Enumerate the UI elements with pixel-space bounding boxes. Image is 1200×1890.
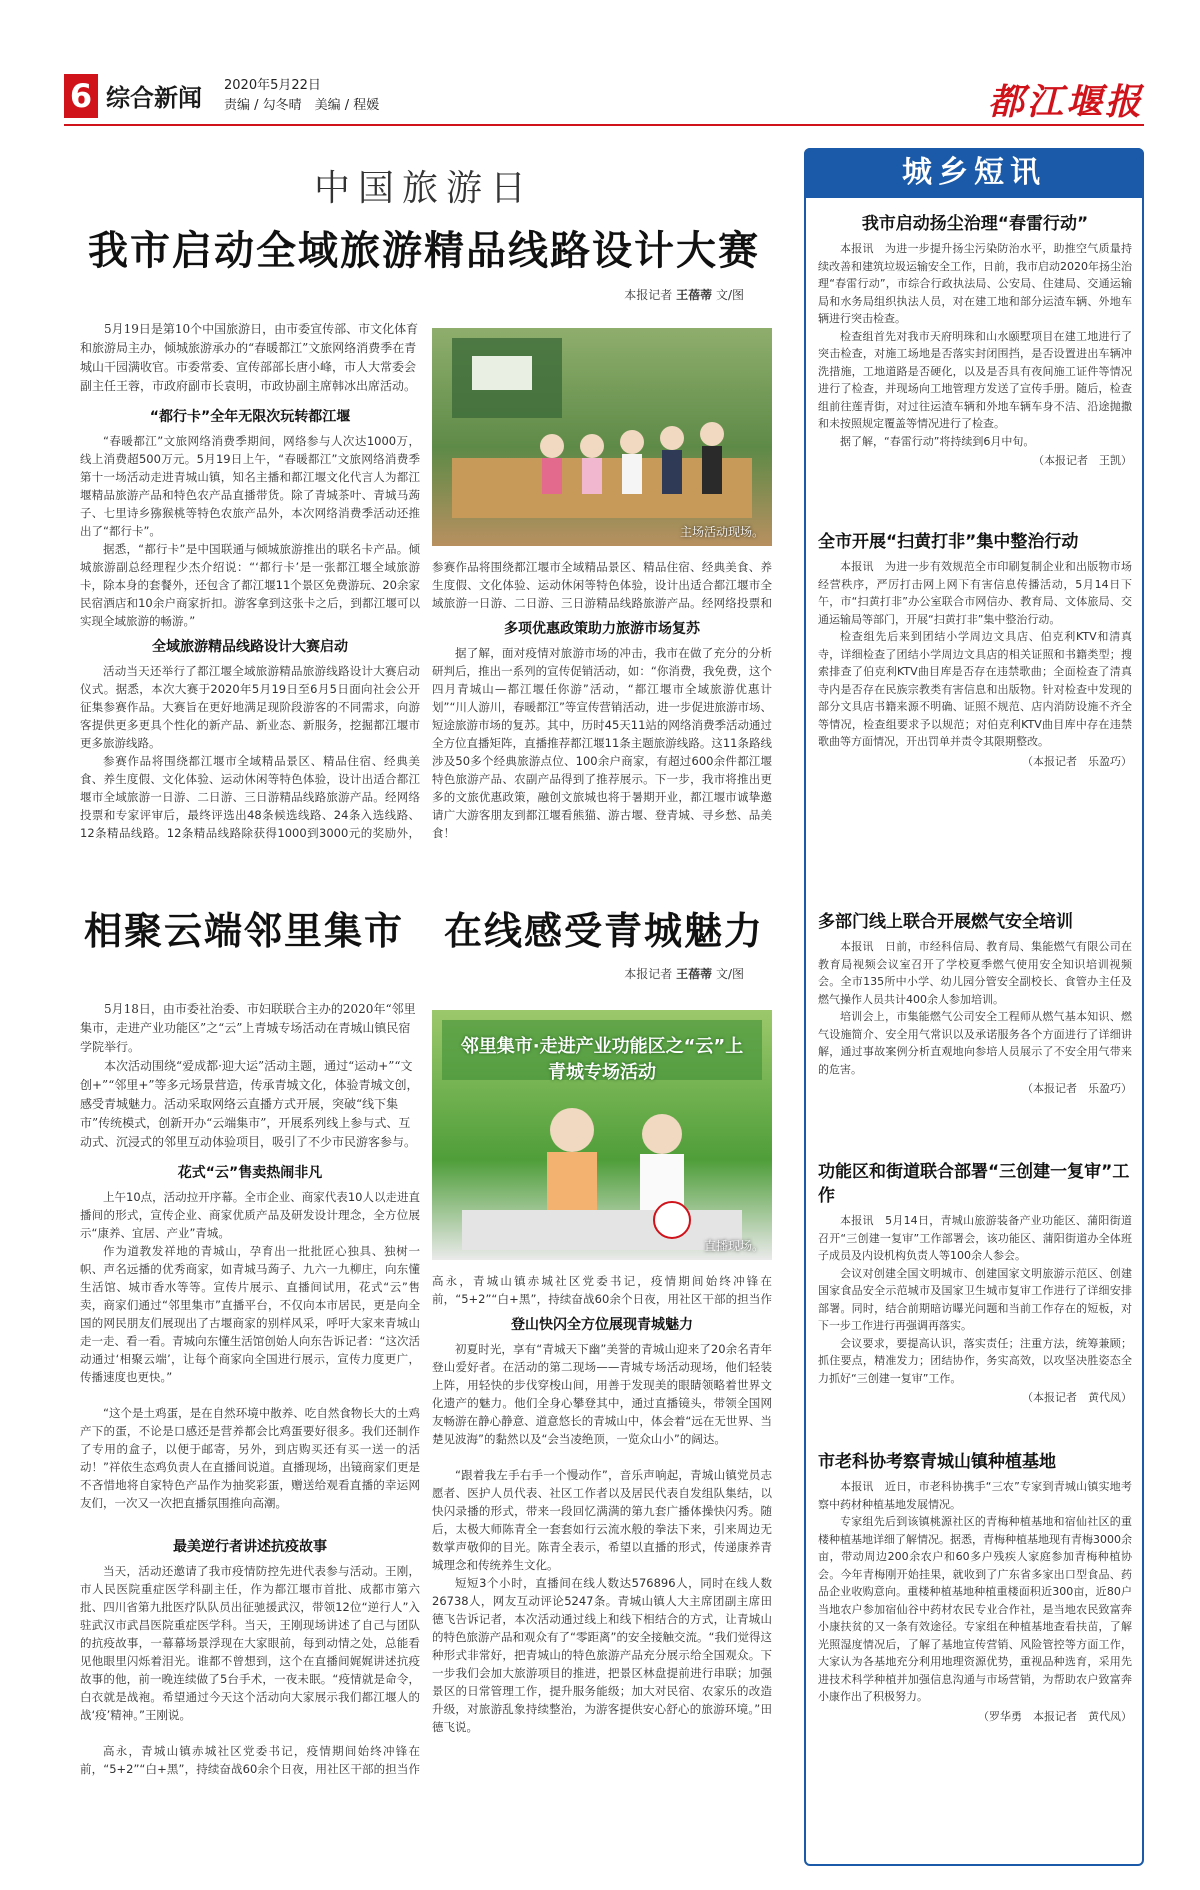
brief-signature: （罗华勇 本报记者 黄代凤） — [978, 1709, 1132, 1723]
brief-paragraph: 会议要求，要提高认识，落实责任；注重方法，统筹兼顾；抓住要点，精准发力；团结协作，务实高效，以攻坚决胜姿态全力抓好“三创建一复审”工作。 — [818, 1336, 1132, 1385]
article-headline: 我市启动全域旅游精品线路设计大赛 — [88, 227, 760, 274]
brief-paragraph: 培训会上，市集能燃气公司安全工程师从燃气基本知识、燃气设施简介、安全用气常识以及承诺服务各个方面进行了详细讲解，通过事故案例分析直观地向参培人员展示了不安全用气带来的危害。 — [818, 1010, 1132, 1076]
byline-prefix: 本报记者 — [624, 967, 677, 981]
paragraph: 据了解，面对疫情对旅游市场的冲击，我市在做了充分的分析研判后，推出一系列的宣传促销活动，如：“你消费，我免费，这个四月青城山—都江堰任你游”活动，“都江堰市全域旅游优惠计划”“川人游川，春暖都江”等宣传营销活动，进一步促进旅游市场、短途旅游市场的复苏。其中，历时45天11站的网络消费季活动通过全方位直播矩阵，直播推荐都江堰11条主题旅游线路。这11条路线涉及50多个经典旅游点位、100余户商家，有超过600余件都江堰特色旅游产品、农副产品得到了推荐展示。下一步，我市将推出更多的文旅优惠政策，融创文旅城也将于暑期开业，都江堰市诚挚邀请广大游客朋友到都江堰看熊猫、游古堰、登青城、寻乡愁、品美食！ — [432, 646, 772, 840]
brief-paragraph: 本报讯 为进一步有效规范全市印刷复制企业和出版物市场经营秩序，严厉打击网上网下有害信息传播活动，5月14日下午，市“扫黄打非”办公室联合市网信办、教育局、文体旅局、交通运输局等部门，开展“扫黄打非”集中整治行动。 — [818, 560, 1132, 626]
article-tourism-header — [64, 160, 784, 303]
photo-illustration — [432, 328, 772, 546]
event-photo — [432, 328, 772, 546]
paragraph: “这个是土鸡蛋，是在自然环境中散养、吃自然食物长大的土鸡产下的蛋，不论是口感还是营养都会比鸡蛋要好很多。我们还制作了专用的盒子，以便于邮寄，另外，到店购买还有买一送一的活动！”祥依生态鸡负责人在直播间说道。直播现场，出镜商家们更是不吝惜地将自家特色产品作为抽奖彩蛋，赠送给观看直播的幸运网友们，一次又一次把直播氛围推向高潮。 — [80, 1406, 420, 1510]
article1-column-right — [432, 558, 772, 870]
article-headline: 相聚云端邻里集市 在线感受青城魅力 — [83, 908, 764, 953]
editors-credit: 责编 / 勾冬晴 美编 / 程媛 — [224, 98, 380, 113]
photo-caption: 直播现场。 — [703, 1239, 764, 1253]
brief-paragraph: 会议对创建全国文明城市、创建国家文明旅游示范区、创建国家食品安全示范城市及国家卫生城市复审工作进行了详细安排部署。同时，结合前期暗访曝光问题和当前工作存在的短板，对下一步工作进行再强调再落实。 — [818, 1266, 1132, 1332]
brief-paragraph: 检查组首先对我市天府明珠和山水颐墅项目在建工地进行了突击检查，对施工场地是否落实封闭围挡，是否设置进出车辆冲洗措施，工地道路是否硬化，以及是否具有夜间施工证件等情况进行了检查，并现场向工地管理方发送了宣传手册。随后，检查组前往莲青街，对过往运渣车辆和外地车辆车身不洁、沿途抛撒和未按照规定覆盖等情况进行了检查。 — [818, 329, 1132, 430]
brief-title: 全市开展“扫黄打非”集中整治行动 — [818, 532, 1079, 552]
issue-date: 2020年5月22日 — [224, 78, 321, 93]
paragraph: 高永，青城山镇赤城社区党委书记，疫情期间始终冲锋在前，“5+2”“白+黑”，持续奋战60余个日夜，用社区干部的担当作 — [80, 1744, 420, 1776]
subhead: 花式“云”售卖热闹非凡 — [177, 1165, 323, 1181]
article-byline — [64, 965, 784, 982]
paragraph: “跟着我左手右手一个慢动作”，音乐声响起，青城山镇党员志愿者、医护人员代表、社区工作者以及居民代表自发组队集结，以快闪录播的形式，带来一段回忆满满的第九套广播体操快闪秀。随后，太极大师陈青全一套套如行云流水般的拳法下来，引来周边无数掌声敬仰的目光。陈青全表示，希望以直播的形式，传递康养青城理念和传统养生文化。 — [432, 1468, 772, 1572]
brief-signature: （本报记者 乐盈巧） — [1022, 1082, 1132, 1095]
brief-signature: （本报记者 黄代凤） — [1022, 1391, 1132, 1404]
brief-item — [818, 530, 1132, 769]
subhead: 登山快闪全方位展现青城魅力 — [511, 1317, 693, 1333]
masthead — [64, 74, 1144, 122]
paragraph: “春暖都江”文旅网络消费季期间，网络参与人次达1000万，线上消费超500万元。5月19日上午，“春暖都江”文旅网络消费季第十一场活动走进青城山镇，知名主播和都江堰文化代言人为都江堰精品旅游产品和特色农产品直播带货。除了青城茶叶、青城马蒟子、七里诗乡猕猴桃等特色农旅产品外，本次网络消费季活动还推出了“都行卡”。 — [80, 434, 420, 538]
brief-paragraph: 据了解，“春雷行动”将持续到6月中旬。 — [840, 434, 1035, 448]
brief-paragraph: 本报讯 为进一步提升扬尘污染防治水平，助推空气质量持续改善和建筑垃圾运输安全工作，日前，我市启动2020年扬尘治理“春雷行动”，市综合行政执法局、公安局、住建局、交通运输局和水务局组织执法人员，对在建工地和部分运渣车辆、外地车辆进行突击检查。 — [818, 242, 1132, 325]
section-name: 综合新闻 — [106, 84, 202, 112]
date-editor-info — [224, 76, 379, 116]
article2-column-left — [80, 1000, 420, 1778]
brief-signature: （本报记者 乐盈巧） — [1022, 754, 1132, 768]
brief-paragraph: 本报讯 近日，市老科协携手“三农”专家到青城山镇实地考察中药材种植基地发展情况。 — [818, 1480, 1132, 1511]
article-lead: 本次活动围绕“爱成都·迎大运”活动主题，通过“运动+”“文创+”“邻里+”等多元场景营造，传承青城文化，体验青城文创，感受青城魅力。活动采取网络云直播方式开展，突破“线下集市”传统模式，创新开办“云端集市”，开展系列线上参与式、互动式、沉浸式的邻里互动体验项目，吸引了不少市民游客参与。 — [80, 1059, 419, 1149]
brief-paragraph: 本报讯 5月14日，青城山旅游装备产业功能区、蒲阳街道召开“三创建一复审”工作部署会，该功能区、蒲阳街道办全体班子成员及内设机构负责人等100余人参会。 — [818, 1214, 1132, 1262]
article1-column-left — [80, 320, 420, 842]
brief-paragraph: 专家组先后到该镇桃源社区的青梅种植基地和宿仙社区的重楼种植基地详细了解情况。据悉，青梅种植基地现有青梅3000余亩，带动周边200余农户和60多户残疾人家庭参加青梅种植协会。今年青梅刚开始挂果，就收到了广东省多家出口型食品、药品企业收购意向。重楼种植基地种植重楼面积近300亩，近80户当地农户参加宿仙谷中药材农民专业合作社，是当地农民致富奔小康扶贫的又一条有效途径。专家组在种植基地查看扶苗，了解光照湿度情况后，了解了基地宣传营销、风险管控等方面工作，大家认为各基地充分利用地理资源优势，重视品种选育，采用先进技术科学种植并加强信息沟通与市场营销，为帮助农户致富奔小康作出了积极努力。 — [818, 1515, 1132, 1703]
brief-paragraph: 检查组先后来到团结小学周边文具店、伯克利KTV和清真寺，详细检查了团结小学周边文具店的相关证照和书籍类型；搜索排查了伯克利KTV曲目库是否存在违禁歌曲；全面检查了清真寺内是否存在民族宗教类有害信息和出版物。针对检查中发现的部分文具店书籍来源不明确、证照不规范、店内消防设施不齐全等情况，检查组要求予以规范；对伯克利KTV曲目库中存在违禁歌曲等方面情况，开出罚单并责令其限期整改。 — [818, 630, 1132, 748]
paragraph: 高永，青城山镇赤城社区党委书记，疫情期间始终冲锋在前，“5+2”“白+黑”，持续奋战60余个日夜，用社区干部的担当作 — [432, 1274, 772, 1306]
paragraph: 参赛作品将围绕都江堰市全域精品景区、精品住宿、经典美食、养生度假、文化体验、运动休闲等特色体验，设计出适合都江堰市全域旅游一日游、二日游、三日游精品线路旅游产品。经网络投票和 — [432, 560, 772, 610]
paper-logo: 都江堰报 — [987, 81, 1144, 123]
brief-paragraph: 本报讯 日前，市经科信局、教育局、集能燃气有限公司在教育局视频会议室召开了学校夏季燃气使用安全知识培训视频会。全市135所中小学、幼儿园分管安全副校长、食管办主任及燃气操作人员共计400余人参加培训。 — [818, 940, 1132, 1006]
brief-signature: （本报记者 王凯） — [1033, 454, 1132, 467]
brief-item — [818, 212, 1132, 468]
paragraph: 当天，活动还邀请了我市疫情防控先进代表参与活动。王刚，市人民医院重症医学科副主任，作为都江堰市首批、成都市第六批、四川省第九批医疗队队员出征驰援武汉，带领12位“逆行人”入驻武汉市武昌医院重症医学科。当天，王刚现场讲述了自己与团队的抗疫故事，一幕幕场景浮现在大家眼前，每到动情之处，总能看见他眼里闪烁着泪光。谁都不曾想到，这个在直播间娓娓讲述抗疫故事的他，前一晚连续做了5台手术，一夜未眠。“疫情就是命令，白衣就是战袍。希望通过今天这个活动向大家展示我们都江堰人的战‘疫’精神。”王刚说。 — [80, 1564, 420, 1722]
subhead: 多项优惠政策助力旅游市场复苏 — [504, 621, 700, 637]
brief-title: 我市启动扬尘治理“春雷行动” — [861, 214, 1089, 234]
photo-caption: 主场活动现场。 — [679, 525, 764, 539]
article-lead: 5月18日，由市委社治委、市妇联联合主办的2020年“邻里集市，走进产业功能区”之“云”上青城专场活动在青城山镇民宿学院举行。 — [80, 1002, 416, 1054]
paragraph: 初夏时光，享有“青城天下幽”美誉的青城山迎来了20余名青年登山爱好者。在活动的第二现场——青城专场活动现场，他们轻装上阵，用轻快的步伐穿梭山间，用善于发现美的眼睛领略着世界文化遗产的魅力。他们全身心攀登其中，通过直播镜头，带领全国网友畅游在静心静意、道意悠长的青城山中，体会着“远在无世界、当楚见波海”的黏然以及“会当凌绝顶，一览众山小”的阔达。 — [432, 1342, 772, 1446]
brief-item — [818, 1160, 1132, 1405]
subhead: “都行卡”全年无限次玩转都江堰 — [149, 409, 351, 425]
paragraph: 短短3个小时，直播间在线人数达576896人，同时在线人数26738人，网友互动评论5247条。青城山镇人大主席团副主席田德飞告诉记者，本次活动通过线上和线下相结合的方式，让青城山的特色旅游产品和观众有了“零距离”的安全接触交流。“我们觉得这种形式非常好，把青城山的特色旅游产品充分展示给全国观众。下一步我们会加大旅游项目的推进，把景区林盘提前进行串联；加强景区的日常管理工作，提升服务能级；加大对民宿、农家乐的改造升级，对旅游乱象持续整治，为游客提供安心舒心的旅游环境。”田德飞说。 — [432, 1576, 772, 1734]
paragraph: 参赛作品将围绕都江堰市全域精品景区、精品住宿、经典美食、养生度假、文化体验、运动休闲等特色体验，设计出适合都江堰市全域旅游一日游、二日游、三日游精品线路旅游产品。经网络投票和专家评审后，最终评选出48条候选线路、24条入选线路、12条精品线路。12条精品线路除获得1000到3000元的奖励外， — [80, 754, 420, 840]
byline-suffix: 文/图 — [712, 288, 744, 302]
paragraph: 据悉，“都行卡”是中国联通与倾城旅游推出的联名卡产品。倾城旅游副总经理程少杰介绍说：“‘都行卡’是一张都江堰全域旅游卡，除本身的套餐外，还包含了都江堰11个景区免费游玩、20余家民宿酒店和10余户商家折扣。游客拿到这张卡之后，到都江堰可以实现全域旅游的畅游。” — [80, 542, 420, 628]
paragraph: 上午10点，活动拉开序幕。全市企业、商家代表10人以走进直播间的形式，宣传企业、商家优质产品及研发设计理念，全方位展示“康养、宜居、产业”青城。 — [80, 1190, 420, 1240]
livestream-photo — [432, 1010, 772, 1260]
brief-item — [818, 1450, 1132, 1724]
page-number: 6 — [64, 74, 98, 118]
paragraph: 活动当天还举行了都江堰全域旅游精品旅游线路设计大赛启动仪式。据悉，本次大赛于2020年5月19日至6月5日面向社会公开征集参赛作品。大赛旨在更好地满足现阶段游客的不同需求，向游客提供更多更具个性化的新产品、新业态、新服务，挖掘都江堰市更多旅游线路。 — [80, 664, 420, 750]
byline-author: 王蓓蒂 — [676, 288, 713, 302]
paragraph: 作为道教发祥地的青城山，孕育出一批批匠心独具、独树一帜、声名远播的优秀商家，如青城马蒟子、九六一九柳庄，向东懂生活馆、城市香水等等。宣传片展示、直播间试用，花式“云”售卖，商家们通过“邻里集市”直播平台，不仅向本市居民，更是向全国的网民朋友们展现出了古堰商家的别样风采，呼吁大家来青城山走一走、看一看。青城向东懂生活馆创始人向东告诉记者：“这次活动通过‘相聚云端’，让每个商家向全国进行展示，宣传力度更广，传播速度也更快。” — [80, 1244, 420, 1384]
subhead: 最美逆行者讲述抗疫故事 — [173, 1539, 327, 1555]
byline-prefix: 本报记者 — [624, 288, 677, 302]
article-market-header — [64, 900, 784, 982]
article-kicker: 中国旅游日 — [313, 168, 534, 209]
brief-title: 市老科协考察青城山镇种植基地 — [818, 1452, 1056, 1472]
sidebar-banner: 城乡短讯 — [804, 148, 1144, 198]
article2-column-right — [432, 1272, 772, 1754]
byline-author: 王蓓蒂 — [676, 967, 713, 981]
article-byline — [64, 286, 784, 303]
brief-title: 功能区和街道联合部署“三创建一复审”工作 — [818, 1162, 1130, 1206]
byline-suffix: 文/图 — [712, 967, 744, 981]
brief-item — [818, 910, 1132, 1096]
photo-sign-text: 邻里集市·走进产业功能区之“云”上青城专场活动 — [460, 1036, 744, 1083]
brief-title: 多部门线上联合开展燃气安全培训 — [818, 912, 1073, 932]
article-lead: 5月19日是第10个中国旅游日，由市委宣传部、市文化体育和旅游局主办，倾城旅游承办的“春暖都江”文旅网络消费季在青城山干园满收官。市委常委、宣传部部长唐小峰，市人大常委会副主任王蓉，市政府副市长袁明，市政协副主席韩冰出席活动。 — [80, 322, 419, 393]
masthead-rule — [64, 124, 1144, 126]
subhead: 全域旅游精品线路设计大赛启动 — [152, 639, 348, 655]
brief-news-sidebar — [804, 148, 1144, 1866]
